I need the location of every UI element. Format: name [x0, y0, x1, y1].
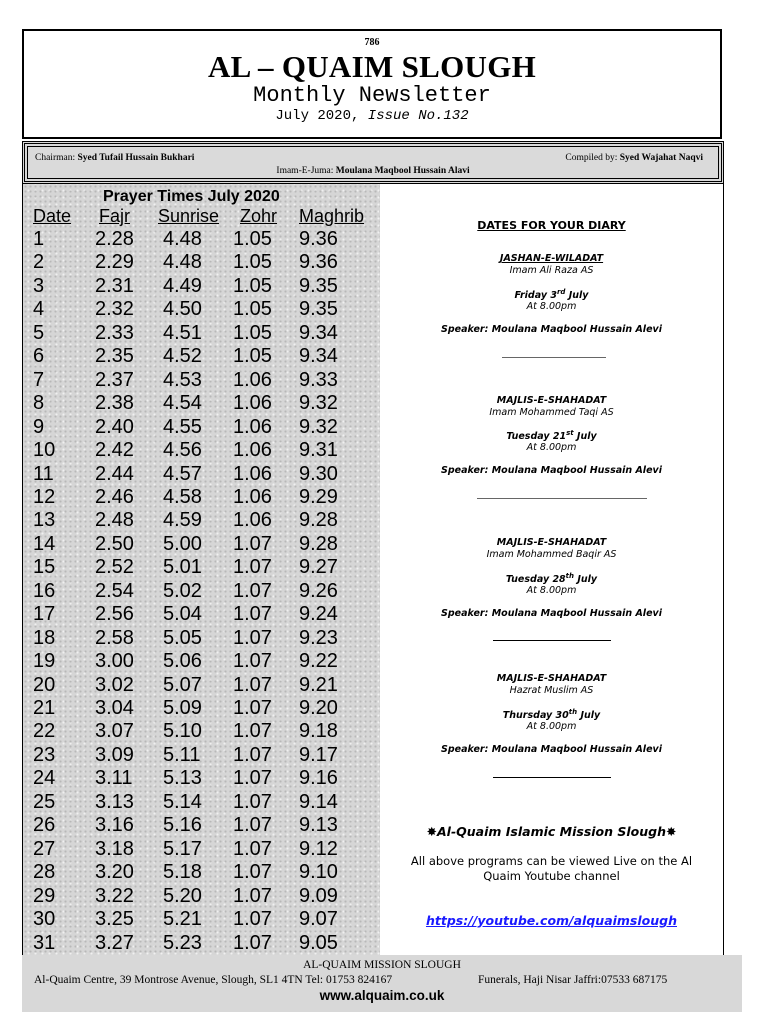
event-subject: Imam Mohammed Baqir AS	[486, 549, 617, 560]
cell-sunrise: 5.05	[163, 626, 202, 649]
cell-sunrise: 5.14	[163, 790, 202, 813]
divider	[502, 357, 606, 358]
event-month: July	[574, 574, 598, 586]
prayer-row	[23, 697, 381, 720]
cell-maghrib: 9.07	[299, 908, 338, 931]
compiled-by	[565, 153, 703, 163]
prayer-row	[23, 416, 381, 439]
column-header-fajr: Fajr	[99, 206, 130, 226]
imam-e-juma	[25, 166, 721, 176]
cell-maghrib: 9.10	[299, 861, 338, 884]
imam-name: Moulana Maqbool Hussain Alavi	[335, 166, 470, 176]
issue-date: July 2020,	[275, 108, 360, 124]
cell-sunrise: 5.00	[163, 532, 202, 555]
cell-maghrib: 9.23	[299, 626, 338, 649]
cell-date: 19	[33, 650, 56, 673]
prayer-row	[23, 533, 381, 556]
cell-date: 7	[33, 368, 45, 391]
cell-zohr: 1.06	[233, 368, 272, 391]
event-date	[380, 572, 723, 585]
cell-fajr: 2.35	[95, 345, 134, 368]
cell-fajr: 2.58	[95, 626, 134, 649]
footer-funerals: Funerals, Haji Nisar Jaffri:07533 687175	[478, 974, 668, 986]
star-icon: ✸	[666, 824, 677, 839]
prayer-row	[23, 392, 381, 415]
cell-date: 31	[33, 931, 56, 954]
event-day: Friday 3	[514, 290, 557, 302]
cell-fajr: 3.04	[95, 697, 134, 719]
cell-sunrise: 5.06	[163, 650, 202, 673]
cell-maghrib: 9.27	[299, 556, 338, 579]
cell-zohr: 1.06	[233, 485, 272, 508]
cell-zohr: 1.07	[233, 861, 272, 884]
cell-maghrib: 9.09	[299, 884, 338, 907]
cell-fajr: 2.50	[95, 532, 134, 555]
compiled-label: Compiled by:	[565, 153, 618, 163]
event-day: Tuesday 21	[506, 431, 567, 443]
chairman-name: Syed Tufail Hussain Bukhari	[77, 153, 195, 163]
cell-date: 23	[33, 743, 56, 766]
cell-fajr: 3.25	[95, 908, 134, 931]
cell-maghrib: 9.33	[299, 368, 338, 391]
cell-sunrise: 4.49	[163, 274, 202, 297]
cell-maghrib: 9.28	[299, 532, 338, 555]
cell-sunrise: 5.17	[163, 837, 202, 860]
prayer-row	[23, 298, 381, 321]
prayer-times-panel	[22, 184, 380, 955]
cell-zohr: 1.06	[233, 415, 272, 438]
event-ordinal: th	[565, 572, 575, 580]
event-subject: Hazrat Muslim AS	[509, 685, 594, 696]
cell-zohr: 1.05	[233, 298, 272, 321]
prayer-row	[23, 814, 381, 837]
cell-maghrib: 9.35	[299, 274, 338, 297]
event-time: At 8.00pm	[526, 585, 577, 596]
cell-maghrib: 9.34	[299, 345, 338, 368]
cell-fajr: 2.29	[95, 251, 134, 274]
compiled-name: Syed Wajahat Naqvi	[619, 153, 703, 163]
cell-zohr: 1.06	[233, 462, 272, 485]
cell-zohr: 1.07	[233, 650, 272, 673]
event-day: Thursday 30	[502, 710, 569, 722]
cell-zohr: 1.06	[233, 509, 272, 532]
event-month: July	[577, 710, 601, 722]
cell-sunrise: 4.54	[163, 392, 202, 415]
event-name: JASHAN-E-WILADAT	[499, 253, 604, 264]
cell-fajr: 2.31	[95, 274, 134, 297]
event-subject: Imam Mohammed Taqi AS	[489, 407, 614, 418]
cell-fajr: 3.11	[95, 767, 133, 790]
cell-zohr: 1.06	[233, 392, 272, 415]
issue-line	[24, 108, 720, 124]
cell-maghrib: 9.12	[299, 837, 338, 860]
divider	[493, 640, 611, 641]
cell-date: 26	[33, 814, 56, 837]
cell-date: 3	[33, 274, 45, 297]
masthead	[22, 29, 722, 139]
chairman	[35, 153, 194, 163]
cell-maghrib: 9.29	[299, 485, 338, 508]
cell-fajr: 2.37	[95, 368, 134, 391]
column-header-maghrib: Maghrib	[299, 206, 365, 226]
prayer-row	[23, 603, 381, 626]
cell-date: 29	[33, 884, 56, 907]
cell-zohr: 1.07	[233, 556, 272, 579]
event-date	[380, 708, 723, 721]
cell-sunrise: 4.48	[163, 251, 202, 274]
cell-maghrib: 9.20	[299, 697, 338, 719]
diary-title: DATES FOR YOUR DIARY	[477, 219, 626, 232]
cell-maghrib: 9.35	[299, 298, 338, 321]
cell-sunrise: 4.57	[163, 462, 202, 485]
mission-label: Al-Quaim Islamic Mission Slough	[437, 824, 666, 839]
cell-zohr: 1.05	[233, 274, 272, 297]
cell-fajr: 2.42	[95, 439, 134, 462]
cell-fajr: 2.38	[95, 392, 134, 415]
cell-date: 30	[33, 908, 56, 931]
prayer-row	[23, 228, 381, 251]
cell-sunrise: 5.11	[163, 743, 201, 766]
cell-date: 10	[33, 439, 56, 462]
prayer-row	[23, 439, 381, 462]
cell-date: 2	[33, 251, 45, 274]
cell-zohr: 1.07	[233, 814, 272, 837]
cell-zohr: 1.07	[233, 579, 272, 602]
cell-fajr: 2.33	[95, 321, 134, 344]
cell-sunrise: 5.07	[163, 673, 202, 696]
cell-sunrise: 4.52	[163, 345, 202, 368]
prayer-row	[23, 509, 381, 532]
diary-panel	[380, 184, 724, 955]
event-speaker: Speaker: Moulana Maqbool Hussain Alevi	[441, 608, 662, 619]
cell-date: 22	[33, 720, 56, 743]
cell-fajr: 3.09	[95, 743, 134, 766]
cell-sunrise: 5.16	[163, 814, 202, 837]
prayer-row	[23, 932, 381, 955]
cell-sunrise: 5.04	[163, 603, 202, 626]
cell-zohr: 1.05	[233, 345, 272, 368]
cell-sunrise: 5.09	[163, 697, 202, 719]
cell-sunrise: 5.13	[163, 767, 202, 790]
cell-maghrib: 9.21	[299, 673, 338, 696]
cell-maghrib: 9.32	[299, 415, 338, 438]
cell-sunrise: 5.10	[163, 720, 202, 743]
cell-maghrib: 9.18	[299, 720, 338, 743]
cell-date: 5	[33, 321, 45, 344]
prayer-row	[23, 885, 381, 908]
prayer-row	[23, 674, 381, 697]
cell-date: 9	[33, 415, 45, 438]
cell-zohr: 1.07	[233, 673, 272, 696]
cell-date: 13	[33, 509, 56, 532]
cell-sunrise: 5.18	[163, 861, 202, 884]
cell-date: 25	[33, 790, 56, 813]
cell-fajr: 2.56	[95, 603, 134, 626]
prayer-row	[23, 720, 381, 743]
cell-fajr: 2.40	[95, 415, 134, 438]
cell-maghrib: 9.16	[299, 767, 338, 790]
cell-maghrib: 9.14	[299, 790, 338, 813]
newsletter-title: AL – QUAIM SLOUGH	[207, 49, 537, 84]
cell-maghrib: 9.34	[299, 321, 338, 344]
prayer-row	[23, 275, 381, 298]
event-name: MAJLIS-E-SHAHADAT	[496, 395, 607, 406]
cell-fajr: 3.00	[95, 650, 134, 673]
event-date	[380, 429, 723, 442]
cell-date: 4	[33, 298, 45, 321]
event-day: Tuesday 28	[505, 574, 566, 586]
event-ordinal: st	[566, 429, 574, 437]
event-month: July	[573, 431, 597, 443]
prayer-row	[23, 627, 381, 650]
cell-date: 8	[33, 392, 45, 415]
cell-maghrib: 9.30	[299, 462, 338, 485]
cell-sunrise: 5.23	[163, 931, 202, 954]
column-header-date: Date	[33, 206, 72, 226]
cell-maghrib: 9.17	[299, 743, 338, 766]
cell-sunrise: 5.01	[163, 556, 202, 579]
cell-zohr: 1.07	[233, 532, 272, 555]
footer-address: Al-Quaim Centre, 39 Montrose Avenue, Slough, SL1 4TN Tel: 01753 824167	[34, 974, 393, 986]
cell-zohr: 1.05	[233, 251, 272, 274]
cell-fajr: 3.13	[95, 790, 134, 813]
masthead-number: 786	[364, 37, 380, 48]
cell-sunrise: 4.59	[163, 509, 202, 532]
cell-sunrise: 4.51	[163, 321, 202, 344]
cell-fajr: 2.32	[95, 298, 134, 321]
cell-zohr: 1.07	[233, 931, 272, 954]
event-time: At 8.00pm	[526, 442, 577, 453]
cell-sunrise: 4.56	[163, 439, 202, 462]
event-date	[380, 288, 723, 301]
live-stream-note: All above programs can be viewed Live on the Al Quaim Youtube channel	[410, 854, 693, 883]
cell-maghrib: 9.36	[299, 228, 338, 250]
cell-date: 16	[33, 579, 56, 602]
cell-zohr: 1.07	[233, 626, 272, 649]
cell-zohr: 1.07	[233, 697, 272, 719]
cell-date: 11	[33, 462, 54, 485]
cell-fajr: 3.07	[95, 720, 134, 743]
cell-zohr: 1.05	[233, 228, 272, 250]
chairman-label: Chairman:	[35, 153, 76, 163]
cell-date: 17	[33, 603, 56, 626]
cell-sunrise: 4.53	[163, 368, 202, 391]
column-header-sunrise: Sunrise	[158, 206, 220, 226]
event-subject: Imam Ali Raza AS	[509, 265, 594, 276]
cell-sunrise: 4.50	[163, 298, 202, 321]
cell-fajr: 2.46	[95, 485, 134, 508]
footer	[22, 955, 742, 1012]
cell-fajr: 2.44	[95, 462, 134, 485]
prayer-row	[23, 580, 381, 603]
youtube-link[interactable]: https://youtube.com/alquaimslough	[425, 913, 677, 928]
cell-sunrise: 4.58	[163, 485, 202, 508]
cell-sunrise: 5.02	[163, 579, 202, 602]
cell-zohr: 1.06	[233, 439, 272, 462]
cell-sunrise: 4.48	[163, 228, 202, 250]
cell-date: 21	[33, 697, 56, 719]
cell-date: 14	[33, 532, 56, 555]
cell-maghrib: 9.31	[299, 439, 338, 462]
cell-date: 1	[33, 228, 45, 250]
cell-maghrib: 9.05	[299, 931, 338, 954]
newsletter-subtitle: Monthly Newsletter	[253, 83, 491, 108]
event-name: MAJLIS-E-SHAHADAT	[496, 537, 607, 548]
cell-zohr: 1.07	[233, 884, 272, 907]
cell-fajr: 3.22	[95, 884, 134, 907]
cell-maghrib: 9.13	[299, 814, 338, 837]
cell-fajr: 3.18	[95, 837, 134, 860]
cell-maghrib: 9.24	[299, 603, 338, 626]
mission-name	[380, 824, 723, 839]
event-speaker: Speaker: Moulana Maqbool Hussain Alevi	[441, 744, 662, 755]
prayer-row	[23, 650, 381, 673]
cell-maghrib: 9.26	[299, 579, 338, 602]
cell-fajr: 3.27	[95, 931, 134, 954]
cell-date: 27	[33, 837, 56, 860]
event-time: At 8.00pm	[526, 301, 577, 312]
cell-zohr: 1.07	[233, 603, 272, 626]
cell-date: 28	[33, 861, 56, 884]
prayer-row	[23, 908, 381, 931]
prayer-times-title: Prayer Times July 2020	[103, 188, 280, 205]
prayer-row	[23, 345, 381, 368]
cell-fajr: 3.16	[95, 814, 134, 837]
event-month: July	[565, 290, 589, 302]
column-header-zohr: Zohr	[240, 206, 278, 226]
prayer-row	[23, 251, 381, 274]
prayer-row	[23, 369, 381, 392]
cell-zohr: 1.07	[233, 743, 272, 766]
event-speaker: Speaker: Moulana Maqbool Hussain Alevi	[441, 324, 662, 335]
cell-date: 15	[33, 556, 56, 579]
cell-zohr: 1.07	[233, 790, 272, 813]
cell-date: 20	[33, 673, 56, 696]
cell-date: 24	[33, 767, 56, 790]
imam-label: Imam-E-Juma:	[276, 166, 334, 176]
prayer-row	[23, 322, 381, 345]
cell-date: 6	[33, 345, 45, 368]
prayer-row	[23, 767, 381, 790]
cell-sunrise: 4.55	[163, 415, 202, 438]
cell-zohr: 1.07	[233, 767, 272, 790]
cell-fajr: 2.28	[95, 228, 134, 250]
cell-zohr: 1.07	[233, 837, 272, 860]
footer-org: AL-QUAIM MISSION SLOUGH	[303, 959, 461, 971]
cell-fajr: 2.54	[95, 579, 134, 602]
cell-maghrib: 9.22	[299, 650, 338, 673]
cell-fajr: 3.02	[95, 673, 134, 696]
cell-sunrise: 5.21	[163, 908, 202, 931]
prayer-row	[23, 486, 381, 509]
star-icon: ✸	[426, 824, 437, 839]
cell-date: 18	[33, 626, 56, 649]
event-ordinal: rd	[556, 288, 566, 296]
website-link[interactable]: www.alquaim.co.uk	[319, 988, 445, 1003]
event-time: At 8.00pm	[526, 721, 577, 732]
issue-number: Issue No.132	[367, 108, 469, 124]
cell-fajr: 3.20	[95, 861, 134, 884]
prayer-row	[23, 791, 381, 814]
staff-bar	[22, 141, 724, 184]
cell-zohr: 1.05	[233, 321, 272, 344]
event-name: MAJLIS-E-SHAHADAT	[496, 673, 607, 684]
divider	[477, 498, 647, 499]
prayer-row	[23, 556, 381, 579]
cell-maghrib: 9.36	[299, 251, 338, 274]
event-ordinal: th	[568, 708, 578, 716]
cell-zohr: 1.07	[233, 908, 272, 931]
prayer-row	[23, 861, 381, 884]
prayer-row	[23, 463, 381, 486]
cell-date: 12	[33, 485, 56, 508]
cell-sunrise: 5.20	[163, 884, 202, 907]
cell-zohr: 1.07	[233, 720, 272, 743]
cell-fajr: 2.52	[95, 556, 134, 579]
prayer-row	[23, 744, 381, 767]
event-speaker: Speaker: Moulana Maqbool Hussain Alevi	[441, 465, 662, 476]
cell-fajr: 2.48	[95, 509, 134, 532]
divider	[493, 777, 611, 778]
cell-maghrib: 9.28	[299, 509, 338, 532]
prayer-row	[23, 838, 381, 861]
cell-maghrib: 9.32	[299, 392, 338, 415]
